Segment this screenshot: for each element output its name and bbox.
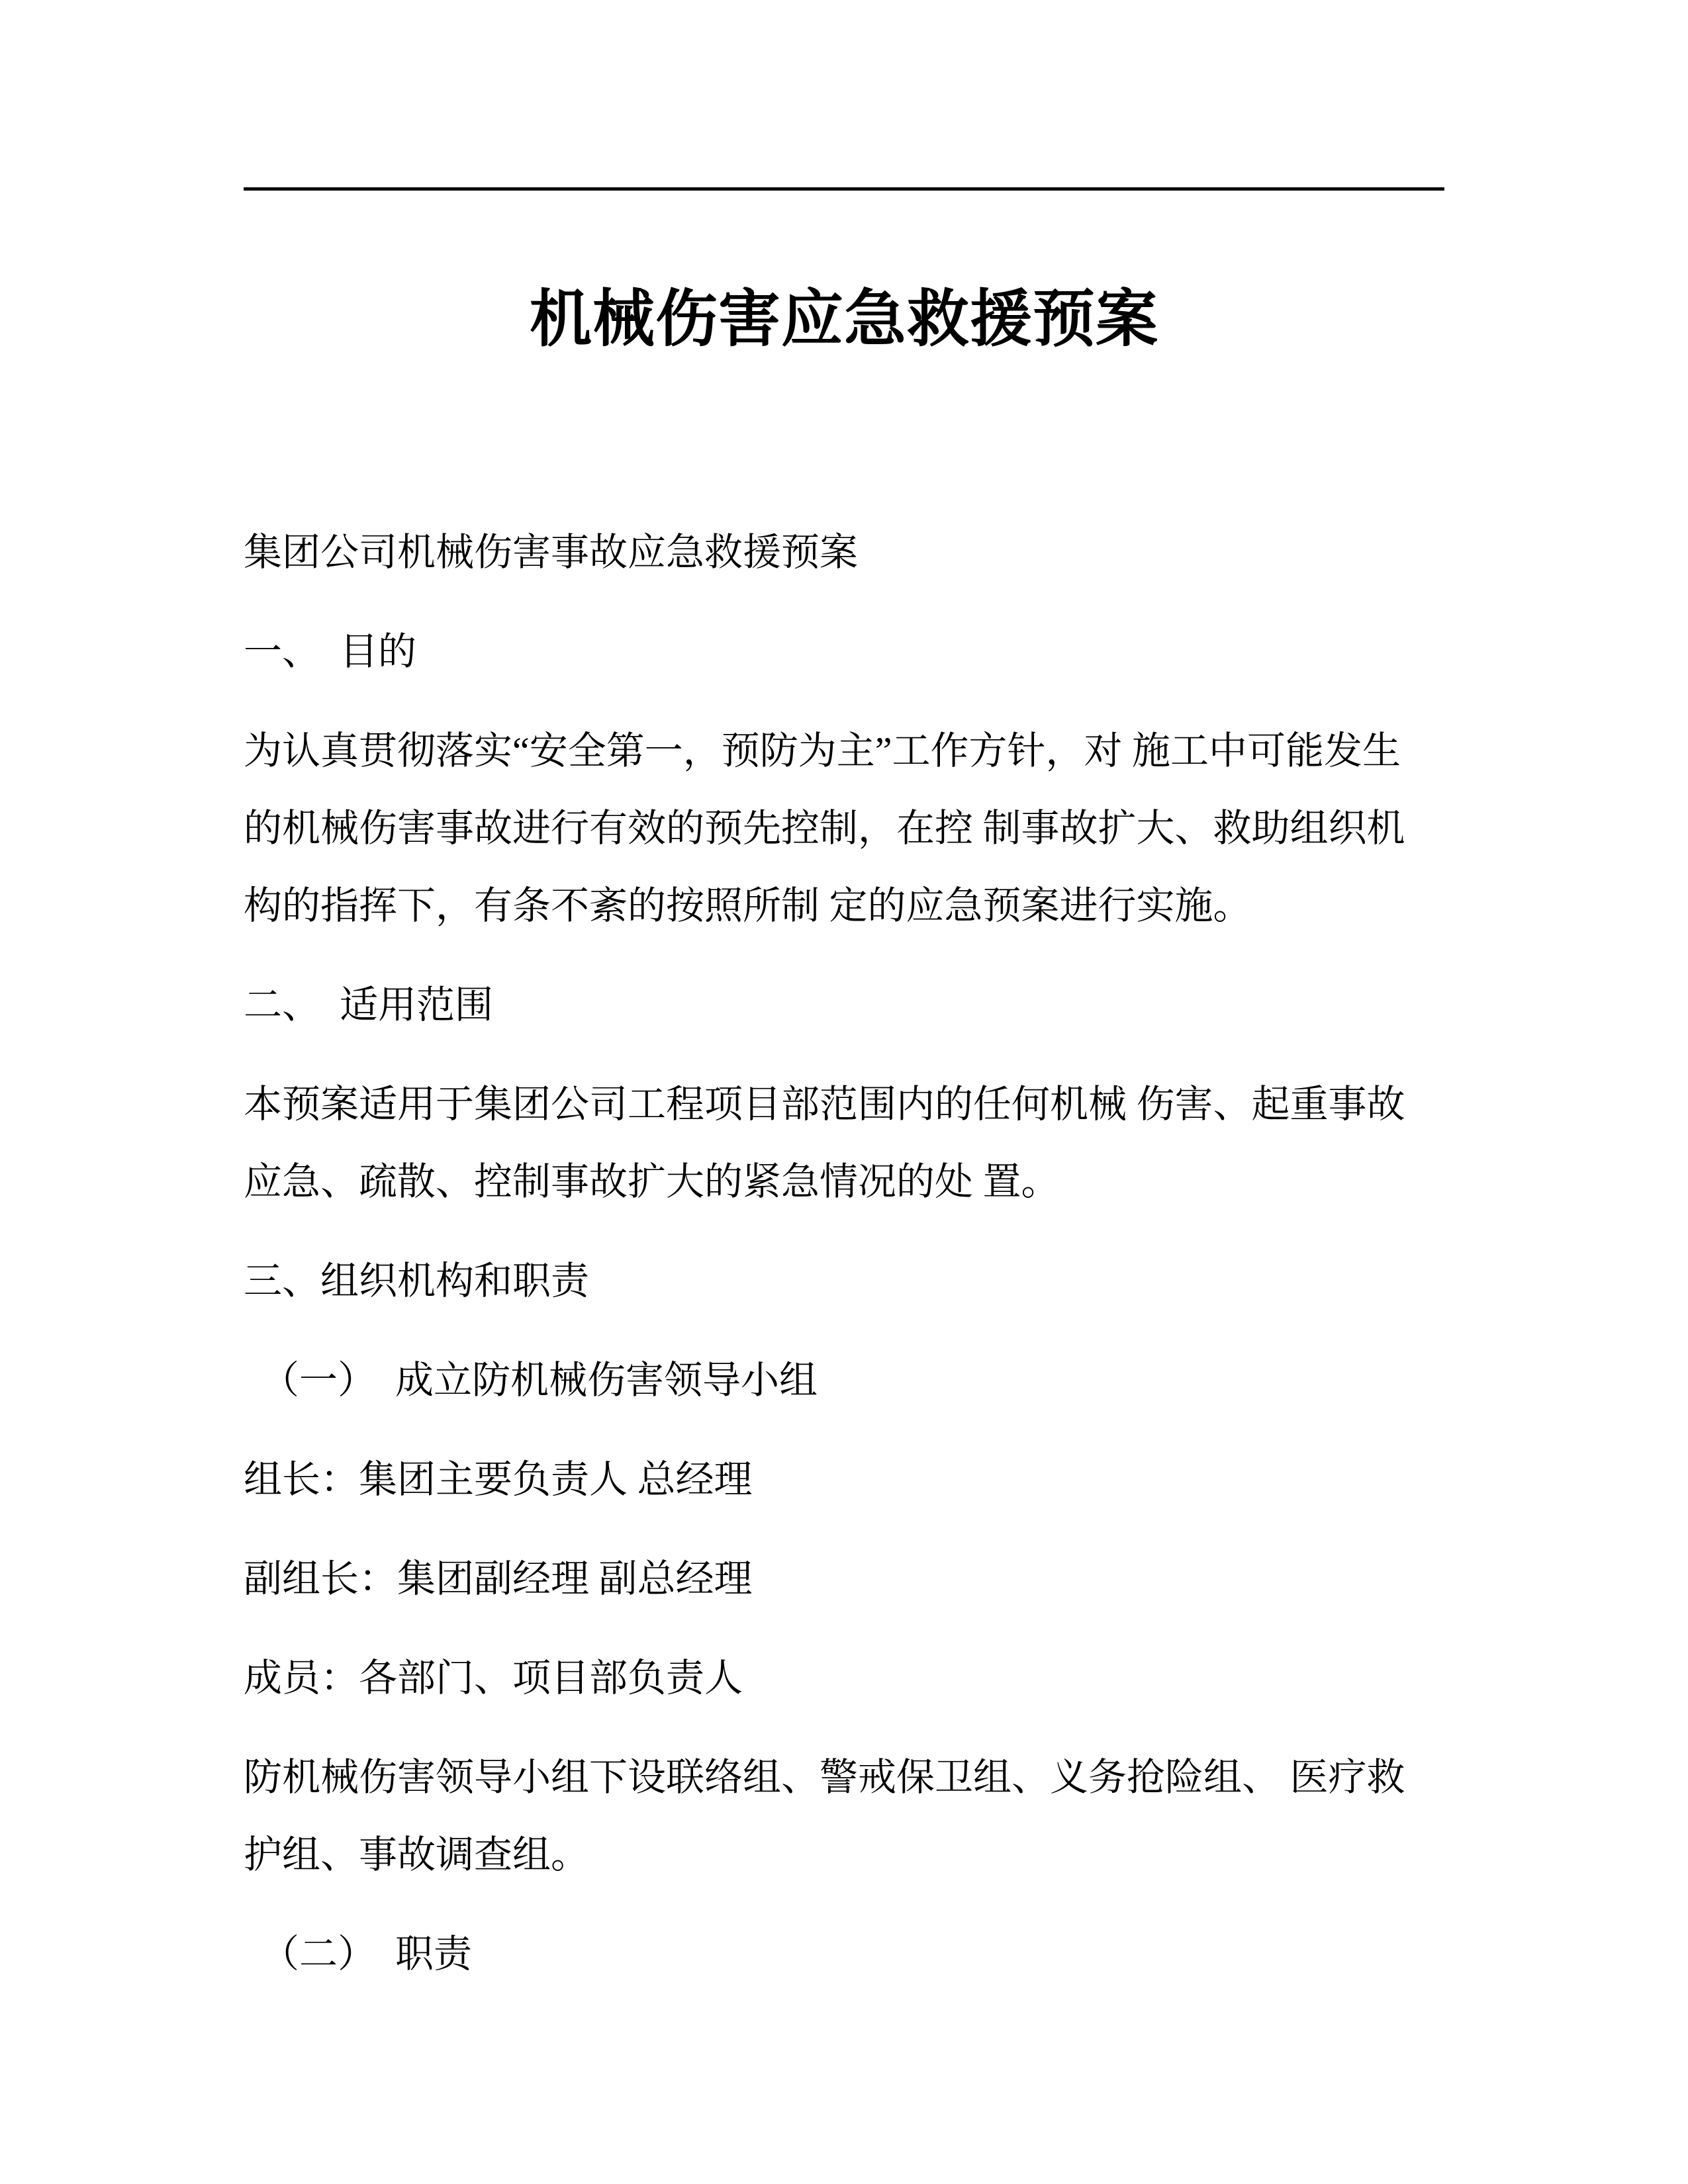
text-line: 护组、事故调查组。: [244, 1833, 590, 1876]
paragraph-subgroups: [244, 1739, 1444, 1893]
text-line: 一、 目的: [244, 630, 417, 673]
text-line: 本预案适用于集团公司工程项目部范围内的任何机械 伤害、起重事故: [244, 1083, 1405, 1126]
paragraph-group-leader: [244, 1441, 1444, 1518]
text-line: 二、 适用范围: [244, 983, 494, 1026]
text-line: 组长：集团主要负责人 总经理: [244, 1458, 753, 1501]
horizontal-rule: [244, 187, 1444, 191]
heading-scope: [244, 966, 1444, 1044]
text-line: 防机械伤害领导小组下设联络组、警戒保卫组、义务抢险组、 医疗救: [244, 1756, 1405, 1799]
subheading-duties: [244, 1915, 1444, 1993]
text-line: 应急、疏散、控制事故扩大的紧急情况的处 置。: [244, 1160, 1060, 1203]
paragraph-scope: [244, 1066, 1444, 1220]
text-line: 的机械伤害事故进行有效的预先控制，在控 制事故扩大、救助组织机: [244, 807, 1405, 850]
text-line: 副组长：集团副经理 副总经理: [244, 1557, 753, 1600]
paragraph-members: [244, 1639, 1444, 1717]
paragraph-deputy-leader: [244, 1540, 1444, 1617]
document-body: [244, 514, 1444, 1993]
text-line: 三、组织机构和职责: [244, 1259, 590, 1302]
text-line: （二） 职责: [261, 1933, 473, 1976]
paragraph-purpose: [244, 712, 1444, 944]
document-title: 机械伤害应急救援预案: [529, 285, 1158, 354]
heading-organization: [244, 1242, 1444, 1320]
text-line: 为认真贯彻落实“安全第一，预防为主”工作方针，对 施工中可能发生: [244, 729, 1401, 772]
heading-purpose: [244, 613, 1444, 690]
subheading-leading-group: [244, 1342, 1444, 1419]
text-line: 构的指挥下，有条不紊的按照所制 定的应急预案进行实施。: [244, 884, 1252, 927]
intro-paragraph: [244, 514, 1444, 591]
text-line: （一） 成立防机械伤害领导小组: [261, 1359, 818, 1402]
text-line: 成员：各部门、项目部负责人: [244, 1657, 743, 1700]
text-line: 集团公司机械伤害事故应急救援预案: [244, 531, 859, 574]
